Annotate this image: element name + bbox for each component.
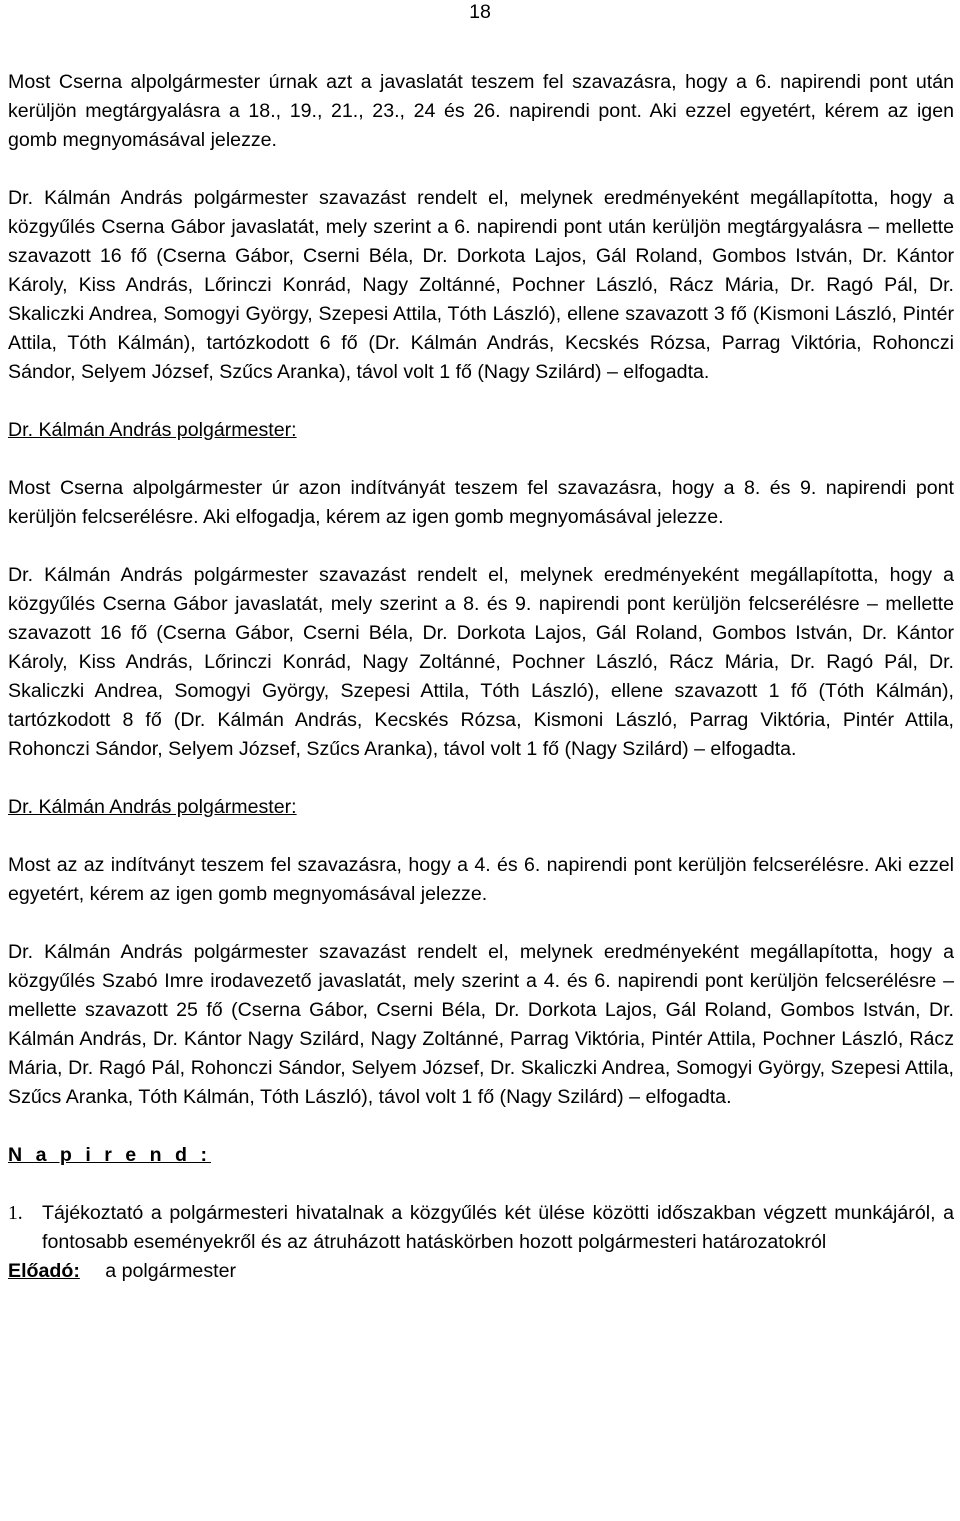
- presenter-label: Előadó:: [8, 1260, 80, 1282]
- paragraph-vote-result-1: Dr. Kálmán András polgármester szavazást rendelt el, melynek eredményeként megállapította, hogy a közgyűlés Cserna Gábor javaslatát, mely szerint a 6. napirendi pont után kerüljön megtárgyalásra – mellette szavazott 16 fő (Cserna Gábor, Cserni Béla, Dr. Dorkota Lajos, Gál Roland, Gombos István, Dr. Kántor Károly, Kiss András, Lőrinczi Konrád, Nagy Zoltánné, Pochner László, Rácz Mária, Dr. Ragó Pál, Dr. Skaliczki Andrea, Somogyi György, Szepesi Attila, Tóth László), ellene szavazott 3 fő (Kismoni László, Pintér Attila, Tóth Kálmán), tartózkodott 6 fő (Dr. Kálmán András, Kecskés Rózsa, Parrag Viktória, Rohonczi Sándor, Selyem József, Szűcs Aranka), távol volt 1 fő (Nagy Szilárd) – elfogadta.: [8, 187, 954, 383]
- speaker-heading-1: Dr. Kálmán András polgármester:: [8, 419, 297, 441]
- presenter-line: [8, 1257, 954, 1286]
- paragraph-proposal-2: Most Cserna alpolgármester úr azon indítványát teszem fel szavazásra, hogy a 8. és 9. napirendi pont kerüljön felcserélésre. Aki elfogadja, kérem az igen gomb megnyomásával jelezze.: [8, 477, 954, 528]
- speaker-heading-2: Dr. Kálmán András polgármester:: [8, 796, 297, 818]
- presenter-value: a polgármester: [105, 1260, 236, 1282]
- agenda-title: N a p i r e n d :: [8, 1144, 211, 1166]
- paragraph-proposal-3: Most az az indítványt teszem fel szavazásra, hogy a 4. és 6. napirendi pont kerüljön felcserélésre. Aki ezzel egyetért, kérem az igen gomb megnyomásával jelezze.: [8, 854, 954, 905]
- paragraph-vote-result-2: Dr. Kálmán András polgármester szavazást rendelt el, melynek eredményeként megállapította, hogy a közgyűlés Cserna Gábor javaslatát, mely szerint a 8. és 9. napirendi pont kerüljön felcserélésre – mellette szavazott 16 fő (Cserna Gábor, Cserni Béla, Dr. Dorkota Lajos, Gál Roland, Gombos István, Dr. Kántor Károly, Kiss András, Lőrinczi Konrád, Nagy Zoltánné, Pochner László, Rácz Mária, Dr. Ragó Pál, Dr. Skaliczki Andrea, Somogyi György, Szepesi Attila, Tóth László), ellene szavazott 1 fő (Tóth Kálmán), tartózkodott 8 fő (Dr. Kálmán András, Kecskés Rózsa, Kismoni László, Parrag Viktória, Pintér Attila, Rohonczi Sándor, Selyem József, Szűcs Aranka), távol volt 1 fő (Nagy Szilárd) – elfogadta.: [8, 564, 954, 760]
- page-number: 18: [469, 1, 491, 23]
- paragraph-proposal-1: Most Cserna alpolgármester úrnak azt a javaslatát teszem fel szavazásra, hogy a 6. napirendi pont után kerüljön megtárgyalásra a 18., 19., 21., 23., 24 és 26. napirendi pont. Aki ezzel egyetért, kérem az igen gomb megnyomásával jelezze.: [8, 71, 954, 151]
- document-body: [8, 68, 954, 1286]
- agenda-item-text: Tájékoztató a polgármesteri hivatalnak a közgyűlés két ülése közötti időszakban végzett munkájáról, a fontosabb eseményekről és az átruházott hatáskörben hozott polgármesteri határozatokról: [42, 1202, 954, 1253]
- paragraph-vote-result-3: Dr. Kálmán András polgármester szavazást rendelt el, melynek eredményeként megállapította, hogy a közgyűlés Szabó Imre irodavezető javaslatát, mely szerint a 4. és 6. napirendi pont kerüljön felcserélésre – mellette szavazott 25 fő (Cserna Gábor, Cserni Béla, Dr. Dorkota Lajos, Gál Roland, Gombos István, Dr. Kálmán András, Dr. Kántor Nagy Szilárd, Nagy Zoltánné, Parrag Viktória, Pintér Attila, Pochner László, Rácz Mária, Dr. Ragó Pál, Rohonczi Sándor, Selyem József, Dr. Skaliczki Andrea, Somogyi György, Szepesi Attila, Szűcs Aranka, Tóth Kálmán, Tóth László), távol volt 1 fő (Nagy Szilárd) – elfogadta.: [8, 941, 954, 1108]
- agenda-item-number: 1.: [8, 1203, 23, 1224]
- agenda-item: [8, 1199, 954, 1257]
